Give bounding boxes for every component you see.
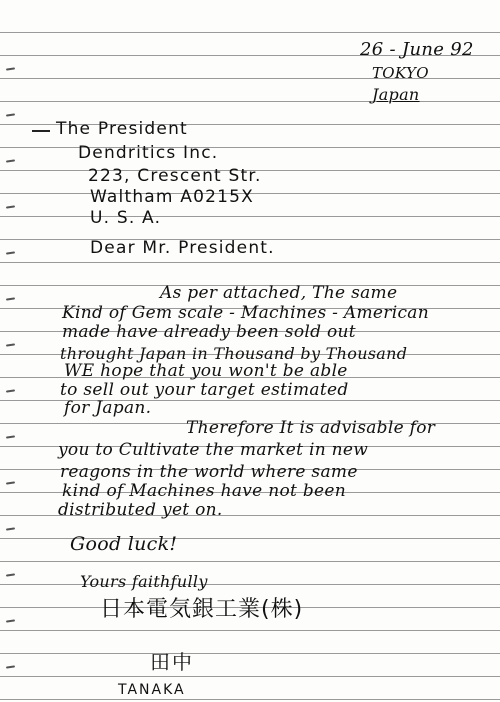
body-line-3: made have already been sold out — [62, 322, 356, 342]
recipient-line-4: Waltham A0215X — [90, 187, 255, 207]
margin-tick — [6, 573, 15, 576]
body-line-2: Kind of Gem scale - Machines - American — [62, 303, 429, 323]
signer-name: TANAKA — [118, 682, 186, 698]
body-line-12: distributed yet on. — [58, 500, 223, 520]
margin-tick — [6, 343, 15, 346]
recipient-line-1: The President — [56, 119, 188, 139]
margin-tick — [6, 251, 15, 254]
recipient-line-3: 223, Crescent Str. — [88, 166, 262, 186]
margin-tick — [6, 389, 15, 392]
body-line-11: kind of Machines have not been — [62, 481, 347, 501]
body-line-5: WE hope that you won't be able — [64, 361, 348, 381]
margin-tick — [6, 297, 15, 300]
body-line-1: As per attached, The same — [160, 283, 398, 303]
recipient-line-2: Dendritics Inc. — [78, 143, 219, 163]
letter-city: TOKYO — [372, 64, 429, 82]
personal-seal: 田中 — [150, 650, 194, 674]
letter-country: Japan — [372, 85, 420, 104]
body-line-9: you to Cultivate the market in new — [58, 440, 369, 460]
margin-tick — [6, 481, 15, 484]
address-dash — [32, 130, 50, 132]
margin-tick — [6, 619, 15, 622]
margin-tick — [6, 527, 15, 530]
good-luck: Good luck! — [70, 533, 178, 555]
margin-tick — [6, 159, 15, 162]
recipient-line-5: U. S. A. — [90, 208, 162, 228]
salutation: Dear Mr. President. — [90, 238, 275, 258]
company-stamp: 日本電気銀工業(株) — [100, 597, 304, 622]
body-line-8: Therefore It is advisable for — [186, 418, 436, 438]
body-line-6: to sell out your target estimated — [60, 380, 349, 400]
margin-tick — [6, 67, 15, 70]
letter-date: 26 - June 92 — [360, 39, 474, 60]
margin-tick — [6, 665, 15, 668]
margin-tick — [6, 435, 15, 438]
body-line-7: for Japan. — [64, 398, 152, 418]
closing: Yours faithfully — [80, 572, 208, 591]
body-line-4: throught Japan in Thousand by Thousand — [60, 344, 408, 363]
body-line-10: reagons in the world where same — [60, 462, 358, 482]
margin-tick — [6, 113, 15, 116]
margin-tick — [6, 205, 15, 208]
